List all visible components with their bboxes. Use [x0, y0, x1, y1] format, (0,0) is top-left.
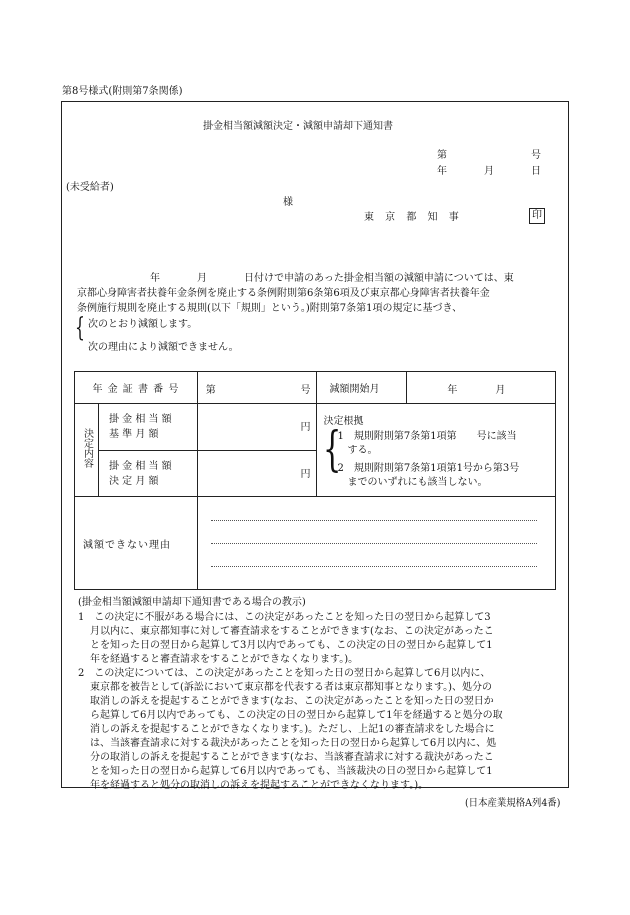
- date-month: 月: [484, 166, 494, 177]
- number-prefix: 第: [437, 150, 447, 161]
- note1-line2: 月以内に、東京都知事に対して審査請求をすることができます(なお、この決定があったこ: [90, 626, 494, 637]
- body-line-3: 条例施行規則を廃止する規則(以下「規則」という。)附則第7条第1項の規定に基づき、: [77, 303, 463, 314]
- note2-line6: は、当該審査請求に対する裁決があったことを知った日の翌日から起算して6月以内に、処: [90, 738, 497, 749]
- reduction-start-field: 年 月: [407, 372, 556, 404]
- honorific: 様: [283, 197, 293, 208]
- base-amount-field: 円: [197, 404, 317, 451]
- reduction-start-label: 減額開始月: [317, 372, 407, 404]
- note2-line2: 東京都を被告として(訴訟において東京都を代表する者は東京都知事となります。)、処分の: [90, 682, 493, 693]
- note2-line1: 2 この決定については、この決定があったことを知った日の翌日から起算して6月以内に、: [78, 668, 491, 679]
- note1-line1: 1 この決定に不服がある場合には、この決定があったことを知った日の翌日から起算して3: [78, 612, 491, 623]
- reason-line-1: [211, 520, 537, 521]
- decision-basis: 決定根拠 { 1 規則附則第7条第1項第 号に該当 する。 2 規則附則第7条第1項第1号から第3号 までのいずれにも該当しない。: [317, 404, 556, 497]
- pension-cert-label: 年 金 証 書 番 号: [75, 372, 198, 404]
- paper-size-note: (日本産業規格A列4番): [464, 798, 560, 809]
- note2-line5: 消しの訴えを提起することができなくなります。)。ただし、上記1の審査請求をした場合に: [90, 724, 495, 735]
- option-reject: 次の理由により減額できません。: [88, 342, 239, 353]
- cert-number-field: 第 号: [197, 372, 317, 404]
- date-year: 年: [437, 166, 447, 177]
- decision-label: 決定内容: [75, 404, 99, 497]
- option-reduce: 次のとおり減額します。: [88, 319, 198, 330]
- body-line-1: 日付けで申請のあった掛金相当額の減額申請については、東: [244, 273, 514, 284]
- note2-line9: 年を経過すると処分の取消しの訴えを提起することができなくなります。)。: [90, 780, 429, 791]
- base-amount-label: 掛 金 相 当 額 基 準 月 額: [98, 404, 197, 451]
- note2-line4: ら起算して6月以内であっても、この決定の日の翌日から起算して1年を経過すると処分の取: [90, 710, 503, 721]
- reason-label: 減額できない理由: [75, 497, 198, 590]
- decided-amount-label: 掛 金 相 当 額 決 定 月 額: [98, 451, 197, 497]
- reason-line-2: [211, 543, 537, 544]
- number-suffix: 号: [531, 150, 541, 161]
- form-number: 第8号様式(附則第7条関係): [62, 86, 183, 97]
- body-line-2: 京都心身障害者扶養年金条例を廃止する条例附則第6条第6項及び東京都心身障害者扶養年金: [77, 288, 490, 299]
- note2-line7: 分の取消しの訴えを提起することができます(なお、当該審査請求に対する裁決があったこ: [90, 752, 494, 763]
- body-date-month: 月: [197, 273, 207, 284]
- note2-line8: とを知った日の翌日から起算して6月以内であっても、当該裁決の日の翌日から起算して1: [90, 766, 493, 777]
- note1-line3: とを知った日の翌日から起算して3月以内であっても、この決定の日の翌日から起算して1: [90, 640, 493, 651]
- notes-heading: (掛金相当額減額申請却下通知書である場合の教示): [78, 597, 306, 608]
- decided-amount-field: 円: [197, 451, 317, 497]
- decision-table: [74, 371, 556, 590]
- reason-line-3: [211, 566, 537, 567]
- document-title: 掛金相当額減額決定・減額申請却下通知書: [203, 121, 393, 132]
- date-day: 日: [531, 166, 541, 177]
- seal: 印: [529, 208, 545, 224]
- issuer: 東 京 都 知 事: [364, 212, 463, 223]
- recipient-label: (未受給者): [66, 182, 114, 193]
- body-date-year: 年: [150, 273, 160, 284]
- note1-line4: 年を経過すると審査請求をすることができなくなります。)。: [90, 654, 359, 665]
- note2-line3: 取消しの訴えを提起することができます(なお、この決定があったことを知った日の翌日か: [90, 696, 494, 707]
- option-brace: {: [75, 313, 85, 343]
